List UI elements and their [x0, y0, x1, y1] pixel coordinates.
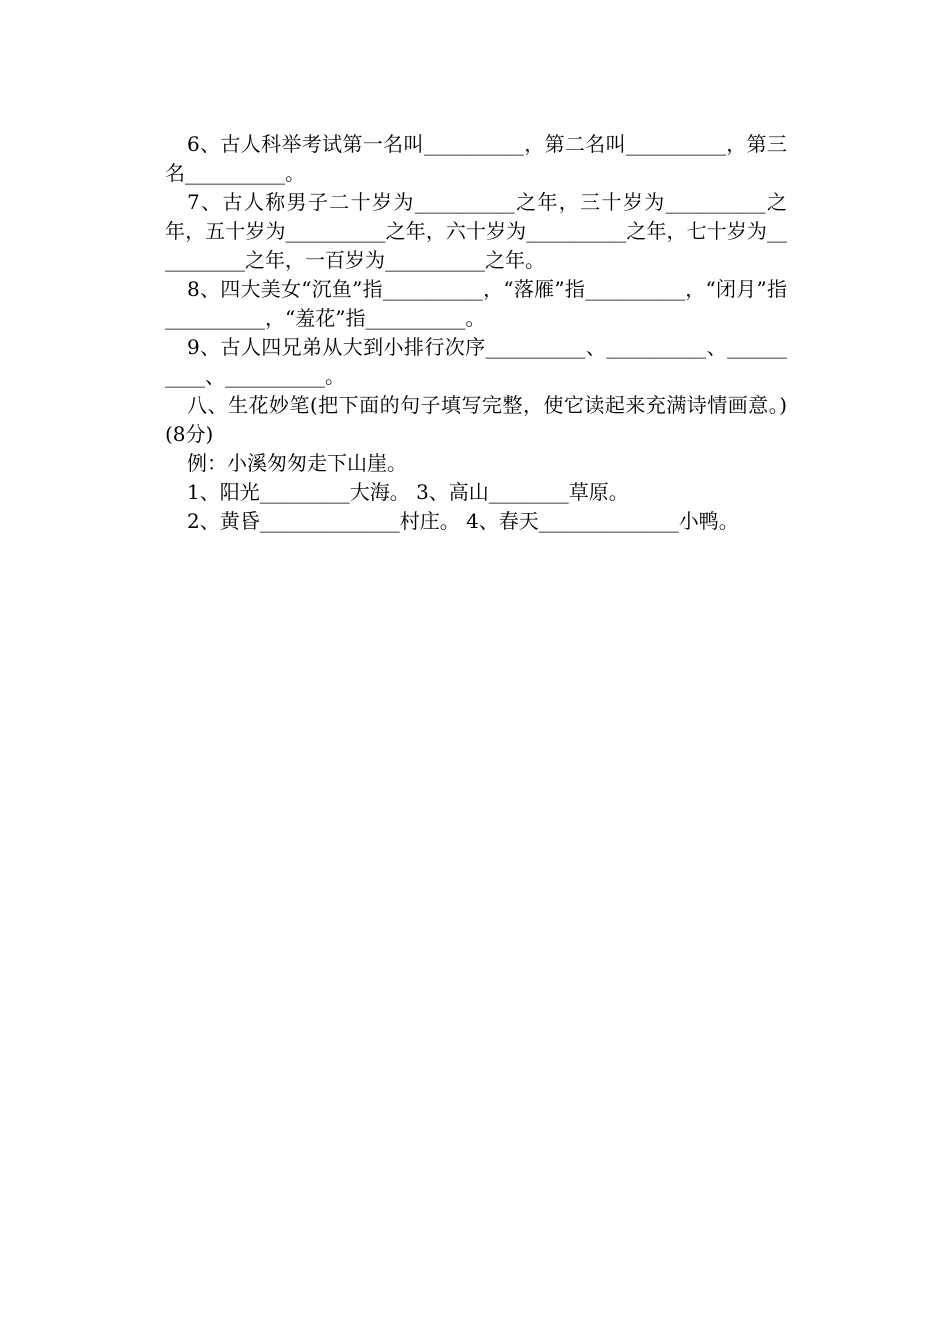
- example-sentence: 例：小溪匆匆走下山崖。: [187, 451, 407, 475]
- section-8-heading: 八、生花妙笔(把下面的句子填写完整，使它读起来充满诗情画意。)(8分): [165, 393, 787, 446]
- document-page: [165, 130, 787, 536]
- question-9: 9、古人四兄弟从大到小排行次序__________、__________、__________、__________。: [165, 335, 787, 388]
- fill-line-2-4: 2、黄昏______________村庄。 4、春天______________小鸭。: [187, 509, 739, 533]
- question-7: 7、古人称男子二十岁为__________之年，三十岁为__________之年，五十岁为__________之年，六十岁为__________之年，七十岁为__________之年，一百岁为__________之年。: [165, 190, 787, 272]
- fill-line-1-3: 1、阳光_________大海。 3、高山________草原。: [187, 480, 629, 504]
- question-6: 6、古人科举考试第一名叫__________，第二名叫__________，第三名__________。: [165, 132, 787, 185]
- question-8: 8、四大美女“沉鱼”指__________，“落雁”指__________，“闭月”指__________，“羞花”指__________。: [165, 277, 787, 330]
